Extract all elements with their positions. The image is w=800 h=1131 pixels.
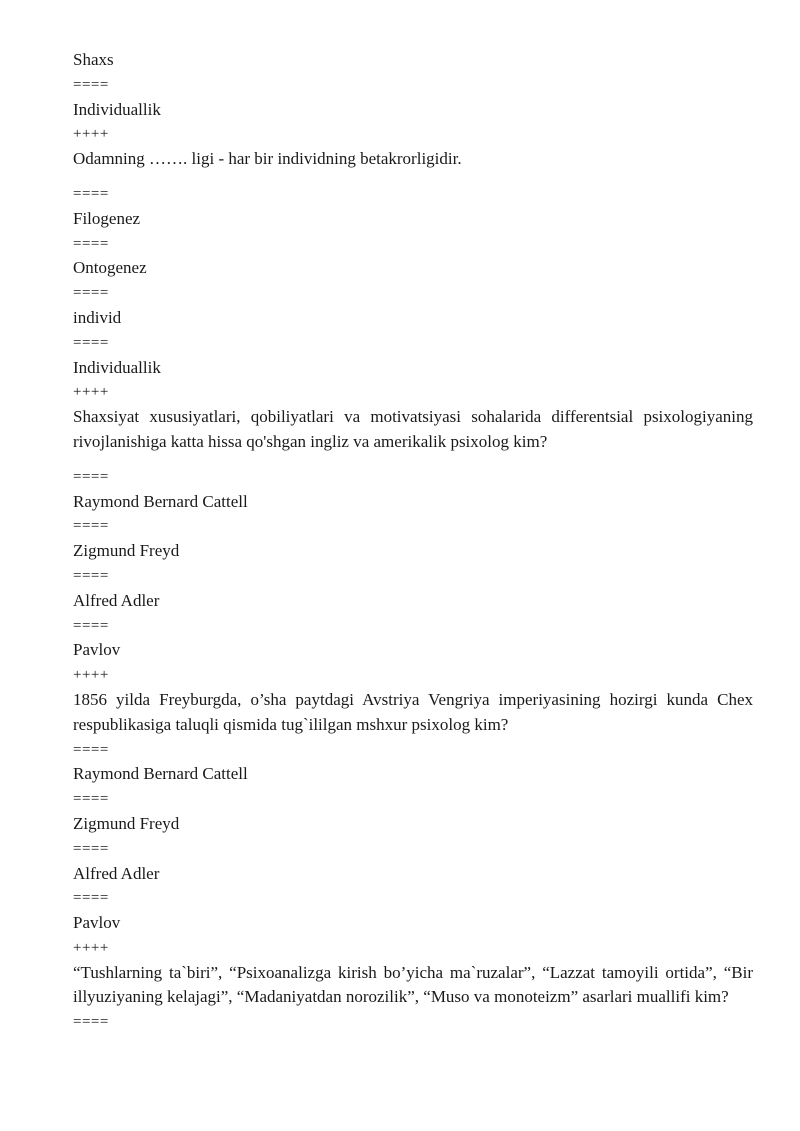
question-text: “Tushlarning ta`biri”, “Psixoanalizga kirish bo’yicha ma`ruzalar”, “Lazzat tamoyili ortida”, “Bir illyuziyaning kelajagi”, “Madaniyatdan norozilik”, “Muso va monoteizm” asarlari muallifi kim?	[73, 962, 753, 1007]
option-separator: ====	[73, 285, 109, 302]
question-separator: ++++	[73, 384, 109, 401]
answer-option: Filogenez	[73, 208, 141, 228]
answer-option: Shaxs	[73, 50, 114, 69]
option-separator: ====	[73, 567, 109, 584]
answer-option: Raymond Bernard Cattell	[73, 764, 248, 784]
answer-option: individ	[73, 307, 122, 327]
answer-option: Individuallik	[73, 99, 161, 119]
answer-option: Zigmund Freyd	[73, 813, 180, 833]
option-separator: ====	[73, 518, 109, 535]
option-separator: ====	[73, 840, 109, 857]
option-separator: ====	[73, 76, 109, 93]
option-separator: ====	[73, 235, 109, 252]
answer-option: Pavlov	[73, 913, 121, 933]
question-separator: ++++	[73, 667, 109, 684]
question-separator: ++++	[73, 126, 109, 143]
option-separator: ====	[73, 741, 109, 758]
option-separator: ====	[73, 890, 109, 907]
answer-option: Individuallik	[73, 357, 161, 377]
answer-option: Ontogenez	[73, 258, 147, 278]
answer-option: Alfred Adler	[73, 863, 160, 883]
question-text: 1856 yilda Freyburgda, o’sha paytdagi Avstriya Vengriya imperiyasining hozirgi kunda Chex respublikasiga taluqli qismida tug`ililgan mshxur psixolog kim?	[73, 689, 753, 734]
option-separator: ====	[73, 185, 109, 202]
answer-option: Pavlov	[73, 640, 121, 660]
answer-option: Zigmund Freyd	[73, 541, 180, 561]
option-separator: ====	[73, 334, 109, 351]
document-page	[73, 48, 753, 1035]
option-separator: ====	[73, 791, 109, 808]
option-separator: ====	[73, 1014, 109, 1031]
answer-option: Raymond Bernard Cattell	[73, 491, 248, 511]
answer-option: Alfred Adler	[73, 590, 160, 610]
question-text: Shaxsiyat xususiyatlari, qobiliyatlari va motivatsiyasi sohalarida differentsial psixologiyaning rivojlanishiga katta hissa qo'shgan ingliz va amerikalik psixolog kim?	[73, 407, 753, 451]
option-separator: ====	[73, 617, 109, 634]
option-separator: ====	[73, 468, 109, 485]
question-separator: ++++	[73, 939, 109, 956]
question-text: Odamning ……. ligi - har bir individning betakrorligidir.	[73, 149, 462, 169]
